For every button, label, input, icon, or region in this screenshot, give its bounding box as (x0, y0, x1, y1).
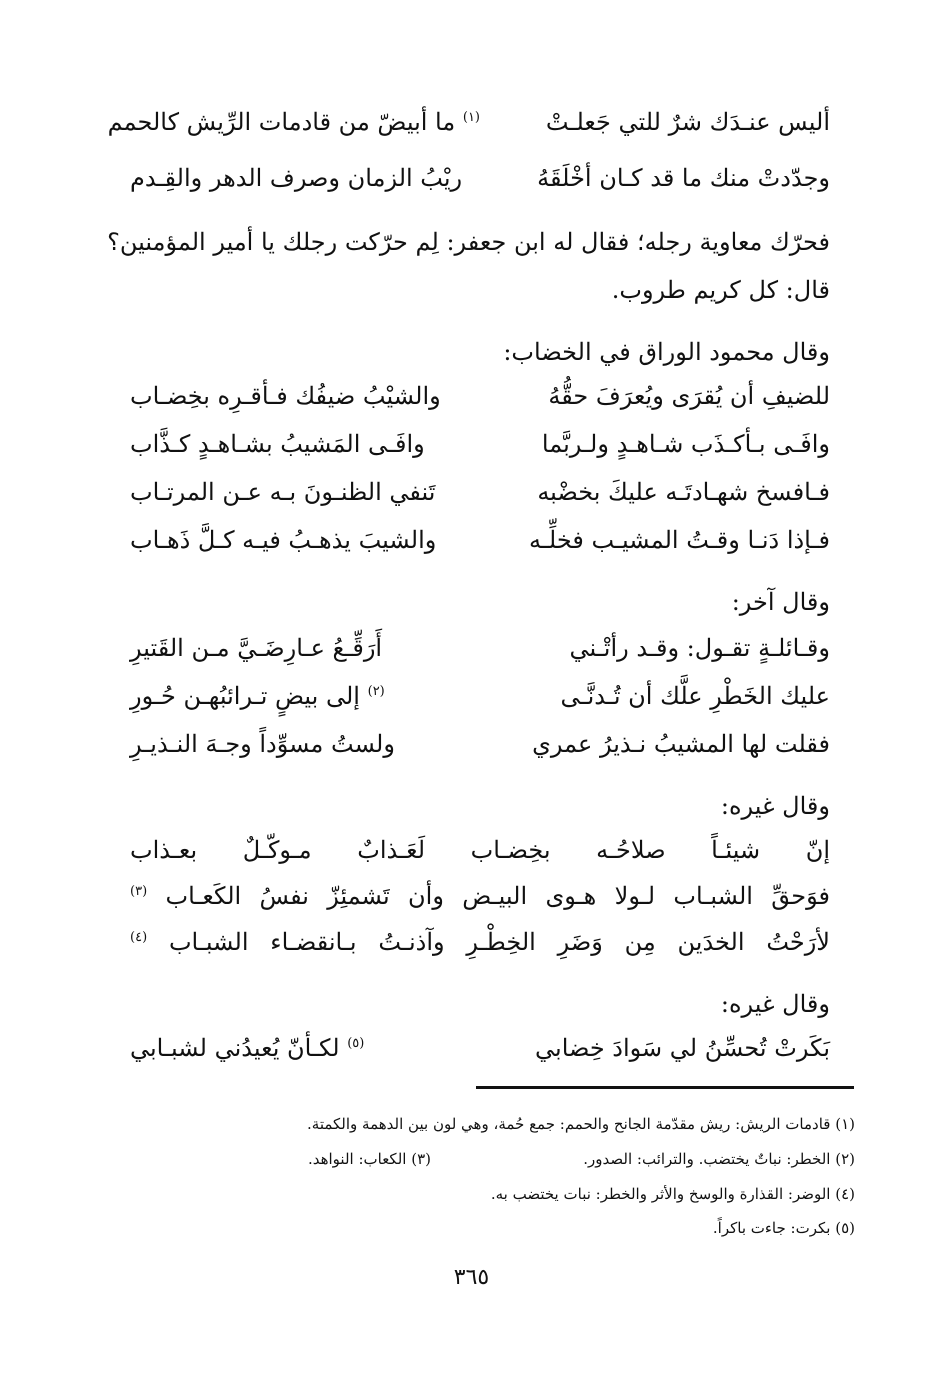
verse-second-hemistich: أَرَقِّـعُ عـارِضَـيَّ مـن القَتيرِ (130, 634, 383, 662)
verse-line (130, 158, 830, 198)
verse-second-hemistich: وافَـى المَشيبُ بشـاهـدٍ كـذَّاب (130, 430, 425, 458)
verse-first-hemistich: للضيفِ أن يُقرَى ويُعرَفَ حقُّهُ (548, 382, 830, 410)
footnote-marker: (٢) (367, 684, 385, 699)
verse-first-hemistich: فقلت لها المشيبُ نـذيرُ عمري (532, 730, 830, 758)
verse-second-hemistich (107, 102, 480, 142)
verse-line (130, 376, 830, 416)
page-number: ٣٦٥ (453, 1265, 490, 1290)
footnote: (٤) الوضر: القذارة والوسخ والأثر والخطر: نبات يختضب به. (490, 1185, 855, 1203)
footnote-divider (476, 1086, 854, 1089)
verse-first-hemistich: وجدّدتْ منك ما قد كـان أخْلَقَهُ (537, 164, 830, 192)
verse-line (130, 830, 830, 870)
verse-line (130, 1028, 830, 1068)
verse-second-hemistich-text: ما أبيضّ من قادمات الرِّيش كالحمم (107, 108, 456, 136)
footnote: (٥) بكرت: جاءت باكراً. (712, 1219, 855, 1237)
verse-second-hemistich (130, 1028, 480, 1068)
footnote-marker: (١) (462, 110, 480, 125)
verse-first-hemistich: وقـائلـةٍ تقـول: وقـد رأتْـني (569, 634, 830, 662)
verse-second-hemistich: تَنفي الظنـونَ بـه عـن المرتـاب (130, 478, 436, 506)
verse-second-hemistich-text: لكـأنّ يُعيدُني لشبـابي (130, 1034, 340, 1062)
footnote: (٢) الخطر: نباتٌ يختضب. والترائب: الصدور. (583, 1150, 855, 1168)
footnote: (٣) الكعاب: النواهد. (307, 1150, 431, 1168)
verse-line (107, 102, 830, 142)
verse-second-hemistich (130, 676, 480, 716)
verse-first-hemistich: فـافسخ شهـادتَـه عليكَ بخضْبه (537, 478, 830, 506)
footnote-marker: (٥) (347, 1036, 365, 1051)
prose-line: قال: كل كريم طروب. (611, 276, 830, 304)
verse-second-hemistich: والشيْبُ ضيفُك فـأقـرِه بخِضـاب (130, 382, 441, 410)
footnote-marker: (٣) (130, 884, 148, 899)
verse-line (130, 628, 830, 668)
verse-line (130, 676, 830, 716)
prose-line: فحرّك معاوية رجله؛ فقال له ابن جعفر: لِم حرّكت رجلك يا أمير المؤمنين؟ (107, 228, 830, 256)
verse-text: فوَحقِّ الشبـاب لـولا هـوى البيـض وأن تَشمئِزّ نفسُ الكَعـاب (165, 882, 830, 910)
verse-first-hemistich: فـإذا دَنـا وقـتُ المشيـب فخلِّـه (529, 526, 830, 554)
poem-heading: وقال غيره: (720, 990, 830, 1018)
verse-second-hemistich: ولستُ مسوِّداً وجـهَ النـذيـرِ (130, 730, 395, 758)
verse-text: إنّ شيئـاً صلاحُـه بخِضـاب لَعَـذابٌ مـوكّـلٌ بعـذاب (130, 836, 830, 864)
verse-line (130, 724, 830, 764)
poem-heading: وقال آخر: (731, 588, 830, 616)
poem-heading: وقال محمود الوراق في الخضاب: (503, 338, 830, 366)
verse-text: لأرَحْتُ الخدَين مِن وَضَرِ الخِطْـرِ وآذنـتُ بـانقضـاء الشبـاب (168, 928, 830, 956)
verse-line (130, 424, 830, 464)
verse-second-hemistich: والشيبَ يذهـبُ فيـه كـلَّ ذَهـاب (130, 526, 437, 554)
verse-line (130, 922, 830, 962)
verse-first-hemistich: وافَـى بـأكـذَب شـاهـدٍ ولـربَّما (541, 430, 830, 458)
footnote: (١) قادمات الريش: ريش مقدّمة الجانح والحمم: جمع حُمة، وهي لون بين الدهمة والكمتة. (307, 1115, 855, 1133)
verse-second-hemistich-text: إلى بيضٍ تـرائبُهـن حُـورِ (130, 682, 360, 710)
verse-first-hemistich: أليس عنـدَك شرٌ للتي جَعلـتْ (545, 108, 830, 136)
verse-line (130, 472, 830, 512)
verse-first-hemistich: عليك الخَطْرِ علَّك أن تُـدنَّـى (560, 682, 830, 710)
verse-line (130, 520, 830, 560)
verse-second-hemistich: ريْبُ الزمان وصرف الدهر والقِـدم (130, 164, 463, 192)
verse-first-hemistich: بَكَرتْ تُحسِّنُ لي سَوادَ خِضابي (535, 1034, 830, 1062)
poem-heading: وقال غيره: (720, 792, 830, 820)
footnote-marker: (٤) (130, 930, 148, 945)
verse-line (130, 876, 830, 916)
